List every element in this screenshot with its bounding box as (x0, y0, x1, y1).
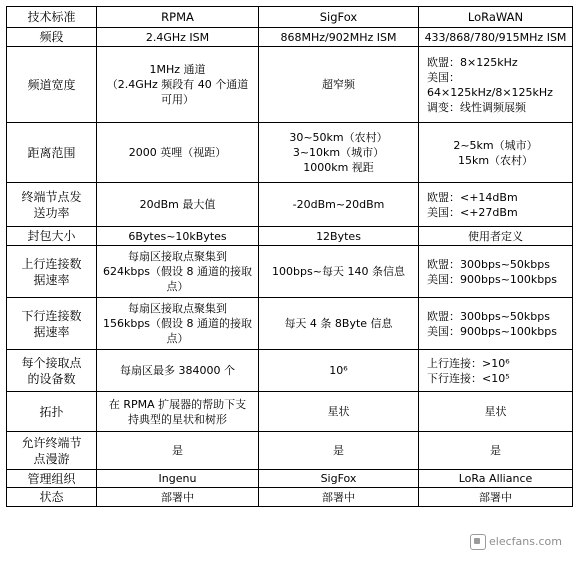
cell-text-line: 频段 (39, 30, 64, 44)
lorawan-cell (419, 227, 573, 246)
header-lorawan: LoRaWAN (419, 7, 573, 28)
cell-text-line: 允许终端节 (21, 435, 82, 450)
table-row (7, 227, 573, 246)
cell-text-line: 管理组织 (27, 471, 76, 486)
cell-text-line: 美国：900bps~100kbps (427, 272, 557, 286)
row-label-cell (7, 298, 97, 350)
cell-text-line: 10⁶ (329, 364, 348, 377)
cell-text-line: 20dBm 最大值 (139, 198, 216, 211)
cell-text-line: 624kbps（假设 8 通道的接取 (102, 265, 253, 278)
cell-text-line: 星状 (327, 405, 350, 418)
sigfox-cell (259, 298, 419, 350)
lorawan-cell (419, 246, 573, 298)
cell-text-line: 433/868/780/915MHz ISM (424, 30, 567, 44)
rpma-cell (97, 246, 259, 298)
cell-text-line: 1MHz 通道 (149, 63, 206, 76)
rpma-cell (97, 350, 259, 392)
row-label-cell (7, 47, 97, 123)
row-label-cell (7, 470, 97, 488)
cell-text-line: 30~50km（农村） (289, 131, 388, 144)
cell-text-line: 2.4GHz ISM (145, 30, 210, 44)
cell-text-line: 每扇区最多 384000 个 (120, 364, 235, 377)
table-row (7, 392, 573, 432)
cell-text-line: 部署中 (322, 490, 355, 504)
cell-text-line: 在 RPMA 扩展器的帮助下支 (108, 397, 247, 411)
sigfox-cell (259, 227, 419, 246)
row-label-cell (7, 350, 97, 392)
cell-text-line: Ingenu (158, 472, 197, 485)
cell-text-line: 每个接取点 (21, 355, 82, 370)
cell-text-line: 15km（农村） (457, 153, 534, 167)
table-row (7, 246, 573, 298)
cell-text-line: 下行连接：<10⁵ (427, 371, 510, 385)
row-label-cell (7, 227, 97, 246)
cell-text-line: （2.4GHz 频段有 40 个通道 (106, 78, 249, 91)
cell-text-line: 频道宽度 (27, 77, 76, 92)
sigfox-cell (259, 246, 419, 298)
cell-text-line: 持典型的星状和树形 (128, 412, 227, 426)
row-label-cell (7, 488, 97, 507)
lpwan-comparison-table (6, 6, 573, 507)
watermark (470, 534, 562, 550)
lorawan-cell (419, 432, 573, 470)
cell-text-line: 2000 英哩（视距） (128, 146, 227, 159)
rpma-cell (97, 227, 259, 246)
rpma-cell (97, 488, 259, 507)
watermark-text: elecfans.com (489, 535, 562, 548)
cell-text-line: 调变：线性调频展频 (427, 100, 526, 114)
cell-text-line: 每天 4 条 8Byte 信息 (284, 317, 393, 330)
row-label-cell (7, 246, 97, 298)
lorawan-cell (419, 183, 573, 227)
table-row (7, 470, 573, 488)
sigfox-cell (259, 350, 419, 392)
row-label-cell (7, 123, 97, 183)
sigfox-cell (259, 392, 419, 432)
cell-text-line: 64×125kHz/8×125kHz (427, 85, 553, 99)
rpma-cell (97, 470, 259, 488)
sigfox-cell (259, 470, 419, 488)
table-row (7, 488, 573, 507)
cell-text-line: 美国：900bps~100kbps (427, 324, 557, 338)
table-row (7, 350, 573, 392)
lorawan-cell (419, 298, 573, 350)
cell-text-line: 星状 (484, 405, 507, 418)
comparison-table-container (6, 6, 573, 507)
cell-text-line: SigFox (320, 472, 357, 485)
sigfox-cell (259, 432, 419, 470)
cell-text-line: 距离范围 (27, 145, 76, 160)
sigfox-cell (259, 28, 419, 47)
cell-text-line: 欧盟：<+14dBm (427, 190, 518, 204)
cell-text-line: 下行连接数 (21, 308, 82, 323)
table-row (7, 47, 573, 123)
rpma-cell (97, 47, 259, 123)
lorawan-cell (419, 470, 573, 488)
cell-text-line: 点漫游 (33, 451, 70, 466)
header-rpma: RPMA (97, 7, 259, 28)
cell-text-line: 6Bytes~10kBytes (128, 229, 227, 243)
row-label-cell (7, 432, 97, 470)
rpma-cell (97, 298, 259, 350)
rpma-cell (97, 28, 259, 47)
cell-text-line: 3~10km（城市） (292, 146, 385, 159)
row-label-cell (7, 392, 97, 432)
cell-text-line: 每扇区接取点聚集到 (128, 302, 227, 315)
cell-text-line: 超窄频 (322, 78, 355, 91)
cell-text-line: 12Bytes (316, 229, 361, 243)
cell-text-line: 是 (172, 444, 183, 457)
cell-text-line: LoRa Alliance (458, 472, 533, 485)
table-row (7, 123, 573, 183)
rpma-cell (97, 432, 259, 470)
cell-text-line: 1000km 视距 (303, 161, 374, 174)
sigfox-cell (259, 183, 419, 227)
rpma-cell (97, 123, 259, 183)
cell-text-line: 美国： (427, 70, 460, 84)
cell-text-line: 拓扑 (39, 404, 64, 419)
cell-text-line: 每扇区接取点聚集到 (128, 250, 227, 263)
cell-text-line: 上行连接数 (21, 256, 82, 271)
cell-text-line: 据速率 (33, 272, 70, 287)
lorawan-cell (419, 350, 573, 392)
cell-text-line: 美国：<+27dBm (427, 205, 518, 219)
lorawan-cell (419, 47, 573, 123)
cell-text-line: 终端节点发 (21, 189, 82, 204)
header-sigfox: SigFox (259, 7, 419, 28)
cell-text-line: 可用） (161, 93, 194, 106)
cell-text-line: 送功率 (33, 205, 70, 220)
sigfox-cell (259, 47, 419, 123)
cell-text-line: 点） (166, 332, 189, 345)
cell-text-line: 2~5km（城市） (453, 138, 538, 152)
row-label-cell (7, 28, 97, 47)
table-row (7, 28, 573, 47)
cell-text-line: -20dBm~20dBm (292, 198, 385, 211)
cell-text-line: 欧盟：300bps~50kbps (427, 257, 550, 271)
sigfox-cell (259, 123, 419, 183)
cell-text-line: 是 (490, 444, 501, 457)
cell-text-line: 100bps~每天 140 条信息 (272, 265, 405, 278)
header-standard: 技术标准 (7, 7, 97, 28)
sigfox-cell (259, 488, 419, 507)
table-header-row (7, 7, 573, 28)
cell-text-line: 封包大小 (27, 229, 76, 243)
cell-text-line: 使用者定义 (468, 229, 523, 243)
cell-text-line: 状态 (39, 490, 64, 504)
cell-text-line: 868MHz/902MHz ISM (280, 30, 397, 44)
lorawan-cell (419, 488, 573, 507)
cell-text-line: 欧盟：300bps~50kbps (427, 309, 550, 323)
cell-text-line: 据速率 (33, 324, 70, 339)
row-label-cell (7, 183, 97, 227)
table-row (7, 298, 573, 350)
cell-text-line: 部署中 (479, 490, 512, 504)
cell-text-line: 的设备数 (27, 371, 76, 386)
cell-text-line: 欧盟：8×125kHz (427, 55, 518, 69)
table-row (7, 432, 573, 470)
lorawan-cell (419, 28, 573, 47)
cell-text-line: 点） (166, 280, 189, 293)
cell-text-line: 部署中 (161, 490, 194, 504)
rpma-cell (97, 183, 259, 227)
cell-text-line: 156kbps（假设 8 通道的接取 (102, 317, 253, 330)
watermark-logo-icon (470, 534, 486, 550)
lorawan-cell (419, 123, 573, 183)
lorawan-cell (419, 392, 573, 432)
rpma-cell (97, 392, 259, 432)
cell-text-line: 上行连接：>10⁶ (427, 356, 510, 370)
cell-text-line: 是 (333, 444, 344, 457)
table-row (7, 183, 573, 227)
